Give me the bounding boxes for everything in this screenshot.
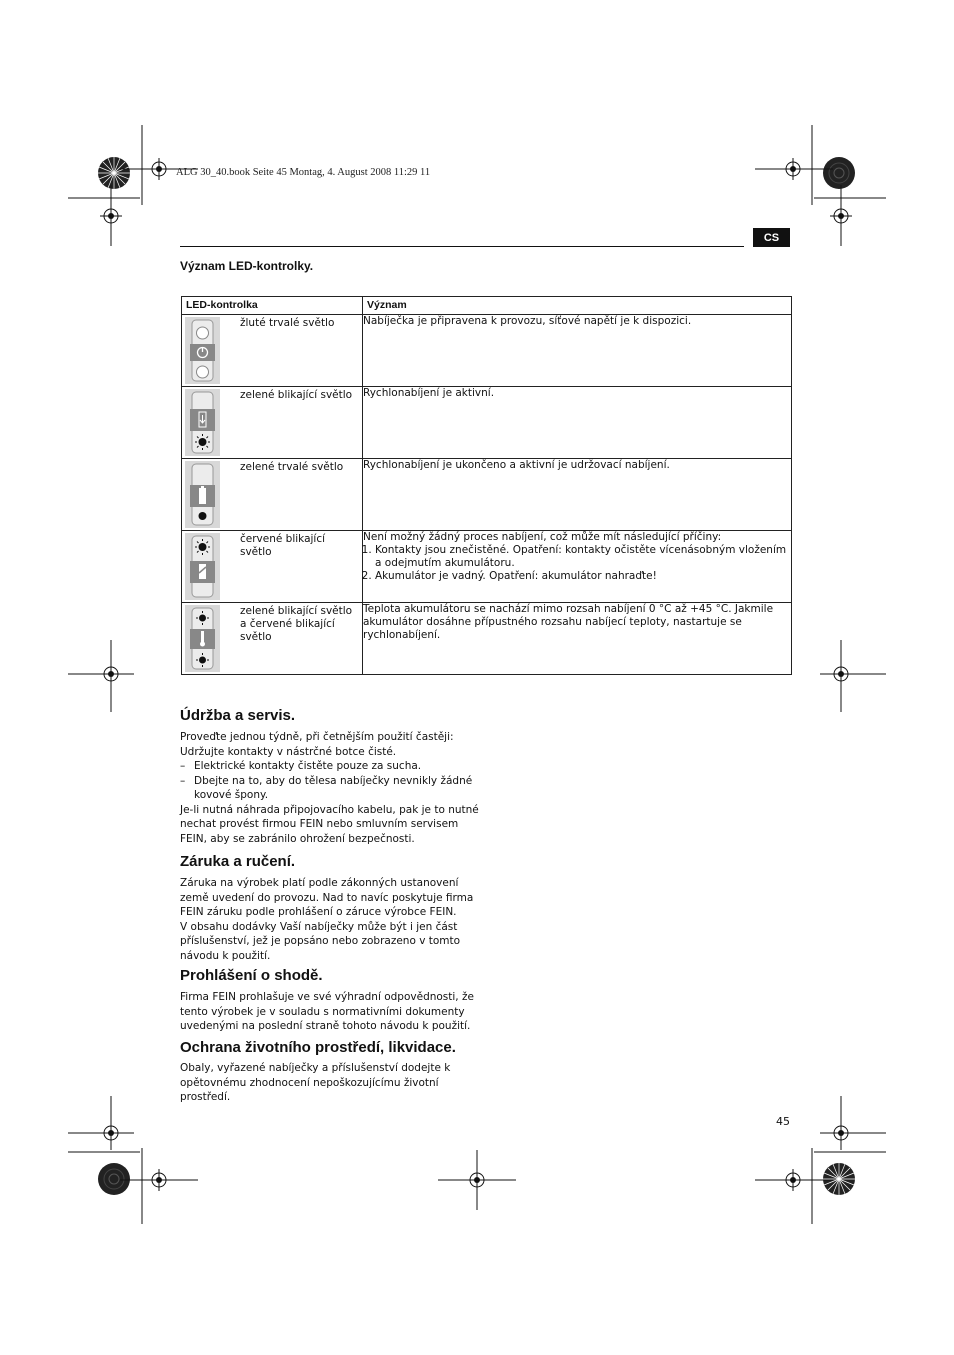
column-header-led: LED-kontrolka — [182, 297, 363, 315]
led-meaning — [363, 531, 792, 603]
led-cell — [182, 459, 363, 531]
paragraph: Udržujte kontakty v nástrčné botce čisté. — [180, 745, 397, 758]
led-cell — [182, 387, 363, 459]
charging-blink-icon — [185, 389, 220, 456]
conformity-body — [180, 990, 480, 1034]
led-label: zelené blikající světlo a červené blikající světlo — [240, 605, 353, 643]
paragraph: V obsahu dodávky Vaší nabíječky může být i jen část příslušenství, jež je popsáno nebo zobrazeno v tomto návodu k použití. — [180, 920, 461, 962]
table-row — [182, 387, 792, 459]
list-item: 1. Kontakty jsou znečistěné. Opatření: kontakty očistěte vícenásobným vložením a odejmutím akumulátoru. — [375, 544, 791, 570]
list-item: 2. Akumulátor je vadný. Opatření: akumulátor nahraďte! — [375, 570, 791, 583]
led-meaning: Nabíječka je připravena k provozu, síťové napětí je k dispozici. — [363, 315, 792, 387]
led-section-title: Význam LED-kontrolky. — [180, 259, 314, 273]
led-meaning: Rychlonabíjení je ukončeno a aktivní je udržovací nabíjení. — [363, 459, 792, 531]
environment-heading: Ochrana životního prostředí, likvidace. — [180, 1039, 456, 1056]
print-header: ALG 30_40.book Seite 45 Montag, 4. August 2008 11:29 11 — [176, 167, 431, 178]
warranty-body — [180, 876, 480, 963]
led-cell — [182, 603, 363, 675]
maintenance-heading: Údržba a servis. — [180, 707, 296, 724]
led-meaning: Teplota akumulátoru se nachází mimo rozsah nabíjení 0 °C až +45 °C. Jakmile akumulátor dosáhne přípustného rozsahu nabíjecí teploty, nastartuje se rychlonabíjení. — [363, 603, 792, 675]
table-header-row — [182, 297, 792, 315]
meaning-intro: Není možný žádný proces nabíjení, což může mít následující příčiny: — [363, 531, 722, 543]
led-label: žluté trvalé světlo — [240, 317, 335, 329]
led-cell — [182, 315, 363, 387]
temperature-icon — [185, 605, 220, 672]
paragraph: Proveďte jednou týdně, při četnějším použití častěji: — [180, 731, 454, 743]
list-item: – Elektrické kontakty čistěte pouze za sucha. — [180, 760, 422, 772]
list-item-text: Elektrické kontakty čistěte pouze za sucha. — [194, 760, 422, 772]
list-item-text: Dbejte na to, aby do tělesa nabíječky nevnikly žádné kovové špony. — [194, 774, 473, 801]
maintenance-body — [180, 730, 480, 846]
table-row — [182, 459, 792, 531]
language-tab: CS — [753, 228, 790, 247]
paragraph: Obaly, vyřazené nabíječky a příslušenství dodejte k opětovnému zhodnocení nepoškozujícímu životní prostředí. — [180, 1062, 451, 1103]
led-table — [181, 296, 792, 675]
led-label: zelené trvalé světlo — [240, 461, 344, 473]
led-meaning: Rychlonabíjení je aktivní. — [363, 387, 792, 459]
paragraph: Je-li nutná náhrada připojovacího kabelu, pak je to nutné nechat provést firmou FEIN nebo smluvním servisem FEIN, aby se zabránilo ohrožení bezpečnosti. — [180, 803, 479, 845]
led-label: červené blikající světlo — [240, 533, 326, 558]
conformity-heading: Prohlášení o shodě. — [180, 967, 323, 984]
list-item: – Dbejte na to, aby do tělesa nabíječky nevnikly žádné kovové špony. — [180, 774, 480, 803]
table-row — [182, 315, 792, 387]
paragraph: Firma FEIN prohlašuje ve své výhradní odpovědnosti, že tento výrobek je v souladu s normativními dokumenty uvedenými na poslední straně tohoto návodu k použití. — [180, 991, 474, 1032]
table-row — [182, 603, 792, 675]
table-row — [182, 531, 792, 603]
warranty-heading: Záruka a ručení. — [180, 853, 296, 870]
header-rule — [180, 246, 744, 247]
battery-fault-icon — [185, 533, 220, 600]
page-number: 45 — [776, 1115, 790, 1128]
led-label: zelené blikající světlo — [240, 389, 353, 401]
power-led-icon — [185, 317, 220, 384]
battery-full-icon — [185, 461, 220, 528]
paragraph: Záruka na výrobek platí podle zákonných ustanovení země uvedení do provozu. Nad to navíc poskytuje firma FEIN záruku podle prohlášení o záruce výrobce FEIN. — [180, 877, 474, 918]
cause-list — [363, 544, 791, 583]
column-header-meaning: Význam — [363, 297, 792, 315]
environment-body — [180, 1061, 480, 1105]
led-cell — [182, 531, 363, 603]
